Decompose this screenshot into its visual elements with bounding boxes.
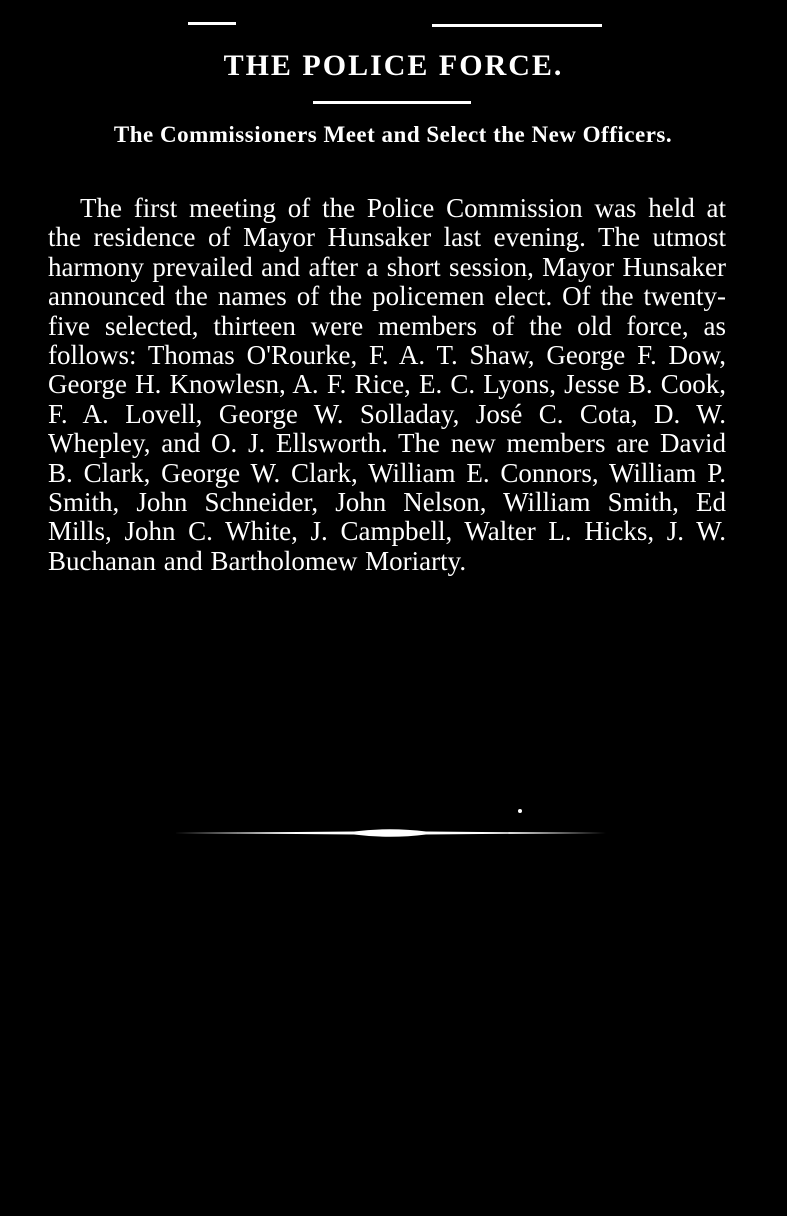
article-body: The first meeting of the Police Commission was held at the residence of Mayor Hunsaker last evening. The utmost harmony prevailed and after a short session, Mayor Hunsaker announced the names of the policemen elect. Of the twenty-five selected, thirteen were members of the old force, as follows: Thomas O'Rourke, F. A. T. Shaw, George F. Dow, George H. Knowlesn, A. F. Rice, E. C. Lyons, Jesse B. Cook, F. A. Lovell, George W. Solladay, José C. Cota, D. W. Whepley, and O. J. Ellsworth. The new members are David B. Clark, George W. Clark, William E. Connors, William P. Smith, John Schneider, John Nelson, William Smith, Ed Mills, John C. White, J. Campbell, Walter L. Hicks, J. W. Buchanan and Bartholomew Moriarty. bbox=[48, 193, 726, 576]
top-rule-left bbox=[188, 22, 236, 25]
article-subhead: The Commissioners Meet and Select the New Officers. bbox=[113, 122, 673, 147]
top-rule-right bbox=[432, 24, 602, 27]
end-rule bbox=[174, 825, 606, 841]
ink-speck bbox=[518, 809, 522, 813]
article-headline: THE POLICE FORCE. bbox=[223, 49, 564, 82]
headline-divider bbox=[313, 101, 471, 104]
